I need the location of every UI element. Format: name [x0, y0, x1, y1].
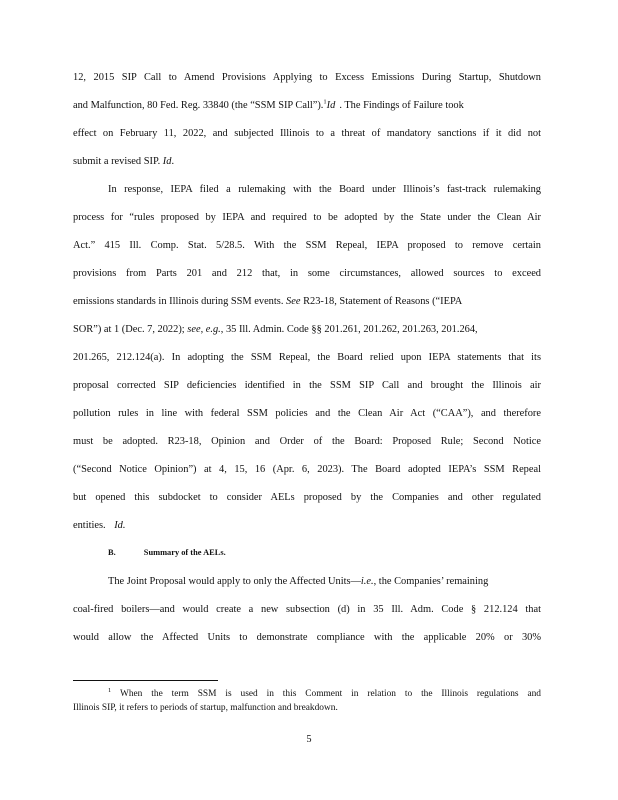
id-citation: Id — [162, 156, 172, 167]
paragraph-1-line-2: and Malfunction, 80 Fed. Reg. 33840 (the “SSM SIP Call”).$^1$Id . The Findings of Failure took — [73, 98, 464, 111]
paragraph-2-line-4: provisions from Parts 201 and 212 that, in some circumstances, allowed sources to exceed — [73, 268, 541, 279]
footnote-line-2: Illinois SIP, it refers to periods of startup, malfunction and breakdown. — [73, 703, 338, 713]
paragraph-3-line-3: would allow the Affected Units to demonstrate compliance with the applicable 20% or 30% — [73, 632, 541, 643]
paragraph-2-line-9: pollution rules in line with federal SSM policies and the Clean Air Act (“CAA”), and therefore — [73, 408, 541, 419]
paragraph-3-line-2: coal-fired boilers—and would create a new subsection (d) in 35 Ill. Adm. Code § 212.124 that — [73, 604, 541, 615]
see-eg-signal: see, e.g. — [187, 324, 221, 335]
id-citation: Id. — [114, 520, 126, 531]
paragraph-2-line-10: must be adopted. R23-18, Opinion and Order of the Board: Proposed Rule; Second Notice — [73, 436, 541, 447]
section-letter: B. — [108, 548, 116, 557]
paragraph-1-line-1: 12, 2015 SIP Call to Amend Provisions Applying to Excess Emissions During Startup, Shutdown — [73, 72, 541, 83]
paragraph-2-line-3: Act.” 415 Ill. Comp. Stat. 5/28.5. With the SSM Repeal, IEPA proposed to remove certain — [73, 240, 541, 251]
paragraph-2-line-8: proposal corrected SIP deficiencies identified in the SSM SIP Call and brought the Illinois air — [73, 380, 541, 391]
id-citation: Id — [326, 100, 336, 111]
paragraph-2-line-12: but opened this subdocket to consider AELs proposed by the Companies and other regulated — [73, 492, 541, 503]
paragraph-2-line-11: (“Second Notice Opinion”) at 4, 15, 16 (Apr. 6, 2023). The Board adopted IEPA’s SSM Repeal — [73, 464, 541, 475]
paragraph-3-line-1: The Joint Proposal would apply to only the Affected Units—i.e., the Companies’ remaining — [108, 576, 489, 587]
paragraph-2-line-2: process for “rules proposed by IEPA and required to be adopted by the State under the Clean Air — [73, 212, 541, 223]
footnote-line-1: $^1$ When the term SSM is used in this Comment in relation to the Illinois regulations and — [108, 686, 541, 699]
paragraph-2-line-13: entities. Id. — [73, 520, 126, 531]
paragraph-2-line-6: SOR”) at 1 (Dec. 7, 2022); see, e.g., 35 Ill. Admin. Code §§ 201.261, 201.262, 201.263, 201.264, — [73, 324, 478, 335]
paragraph-1-line-3: effect on February 11, 2022, and subjected Illinois to a threat of mandatory sanctions if it did not — [73, 128, 541, 139]
see-signal: See — [286, 296, 301, 307]
footnote-separator — [73, 680, 218, 681]
paragraph-2-line-1: In response, IEPA filed a rulemaking with the Board under Illinois’s fast-track rulemaking — [108, 184, 541, 195]
section-title: Summary of the AELs. — [143, 548, 226, 557]
page-number: 5 — [306, 734, 312, 745]
paragraph-2-line-7: 201.265, 212.124(a). In adopting the SSM Repeal, the Board relied upon IEPA statements that its — [73, 352, 541, 363]
footnote-number: 1 — [108, 686, 112, 694]
footnote-ref-1[interactable]: 1 — [323, 98, 327, 106]
section-heading — [108, 548, 226, 557]
ie-abbrev: i.e. — [360, 576, 374, 587]
paragraph-2-line-5: emissions standards in Illinois during SSM events. See R23-18, Statement of Reasons (“IEPA — [73, 296, 463, 307]
paragraph-1-line-4: submit a revised SIP. Id. — [73, 156, 175, 167]
